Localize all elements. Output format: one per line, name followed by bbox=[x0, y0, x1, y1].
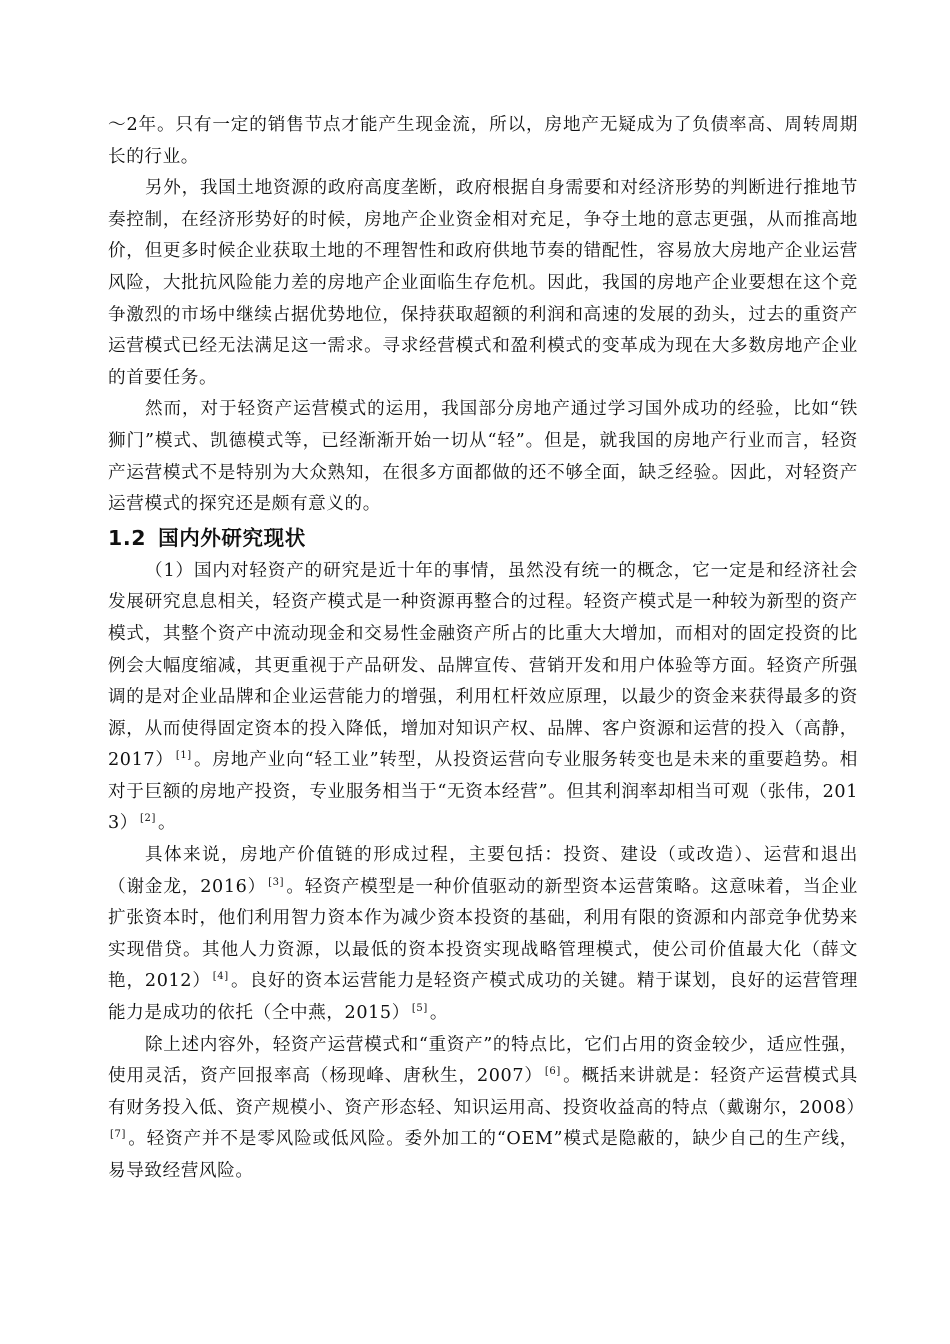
paragraph-domestic-research bbox=[108, 556, 858, 840]
paragraph-land-policy: 另外，我国土地资源的政府高度垄断，政府根据自身需要和对经济形势的判断进行推地节奏控制，在经济形势好的时候，房地产企业资金相对充足，争夺土地的意志更强，从而推高地价，但更多时候企业获取土地的不理智性和政府供地节奏的错配性，容易放大房地产企业运营风险，大批抗风险能力差的房地产企业面临生存危机。因此，我国的房地产企业要想在这个竞争激烈的市场中继续占据优势地位，保持获取超额的利润和高速的发展的劲头，过去的重资产运营模式已经无法满足这一需求。寻求经营模式和盈利模式的变革成为现在大多数房地产企业的首要任务。 bbox=[108, 178, 858, 388]
paragraph-text: 。轻资产并不是零风险或低风险。委外加工的“OEM”模式是隐蔽的，缺少自己的生产线，易导致经营风险。 bbox=[108, 1129, 858, 1181]
section-number: 1.2 bbox=[108, 525, 147, 550]
citation-ref: [6] bbox=[544, 1066, 561, 1078]
citation-ref: [7] bbox=[110, 1129, 126, 1141]
paragraph-value-chain bbox=[108, 840, 858, 1030]
paragraph-text: 。 bbox=[429, 1003, 449, 1024]
section-heading bbox=[108, 523, 858, 554]
paragraph-text: 。概括来讲就是：轻资产运营模式具有财务投入低、资产规模小、资产形态轻、知识运用高、投资收益高的特点（戴谢尔，2008） bbox=[108, 1066, 865, 1118]
citation-ref: [5] bbox=[411, 1003, 428, 1015]
paragraph-text: 除上述内容外，轻资产运营模式和“重资产”的特点比，它们占用的资金较少，适应性强，使用灵活，资产回报率高（杨现峰、唐秋生，2007） bbox=[108, 1034, 858, 1087]
paragraph-text: （1）国内对轻资产的研究是近十年的事情，虽然没有统一的概念，它一定是和经济社会发展研究息息相关，轻资产模式是一种资源再整合的过程。轻资产模式是一种较为新型的资产模式，其整个资产中流动现金和交易性金融资产所占的比重大大增加，而相对的固定投资的比例会大幅度缩减，其更重视于产品研发、品牌宣传、营销开发和用户体验等方面。轻资产所强调的是对企业品牌和企业运营能力的增强，利用杠杆效应原理，以最少的资金来获得最多的资源，从而使得固定资本的投入降低，增加对知识产权、品牌、客户资源和运营的投入（高静，2017） bbox=[108, 560, 858, 771]
paragraph-characteristics bbox=[108, 1030, 865, 1188]
paragraph-text: 。房地产业向“轻工业”转型，从投资运营向专业服务转变也是未来的重要趋势。相对于巨额的房地产投资，专业服务相当于“无资本经营”。但其利润率却相当可观（张伟，2013） bbox=[108, 750, 858, 834]
paragraph-text: 。轻资产模型是一种价值驱动的新型资本运营策略。这意味着，当企业扩张资本时，他们利用智力资本作为减少资本投资的基础，利用有限的资源和内部竞争优势来实现借贷。其他人力资源，以最低的资本投资实现战略管理模式，使公司价值最大化（薛文艳，2012） bbox=[108, 876, 858, 992]
citation-ref: [1] bbox=[175, 750, 192, 762]
paragraph-text: 具体来说，房地产价值链的形成过程，主要包括：投资、建设（或改造）、运营和退出（谢金龙，2016） bbox=[108, 845, 858, 897]
paragraph-light-asset-application: 然而，对于轻资产运营模式的运用，我国部分房地产通过学习国外成功的经验，比如“铁狮门”模式、凯德模式等，已经渐渐开始一切从“轻”。但是，就我国的房地产行业而言，轻资产运营模式不是特别为大众熟知，在很多方面都做的还不够全面，缺乏经验。因此，对轻资产运营模式的探究还是颇有意义的。 bbox=[108, 399, 858, 515]
paragraph-continued: ～2年。只有一定的销售节点才能产生现金流，所以，房地产无疑成为了负债率高、周转周期长的行业。 bbox=[108, 115, 858, 167]
citation-ref: [4] bbox=[212, 971, 229, 983]
citation-ref: [3] bbox=[268, 876, 285, 888]
document-page bbox=[108, 110, 865, 1188]
section-title: 国内外研究现状 bbox=[158, 525, 306, 550]
paragraph-text: 。 bbox=[157, 813, 177, 834]
citation-ref: [2] bbox=[140, 813, 156, 825]
paragraph-text: 。良好的资本运营能力是轻资产模式成功的关键。精于谋划，良好的运营管理能力是成功的依托（仝中燕，2015） bbox=[108, 971, 858, 1024]
